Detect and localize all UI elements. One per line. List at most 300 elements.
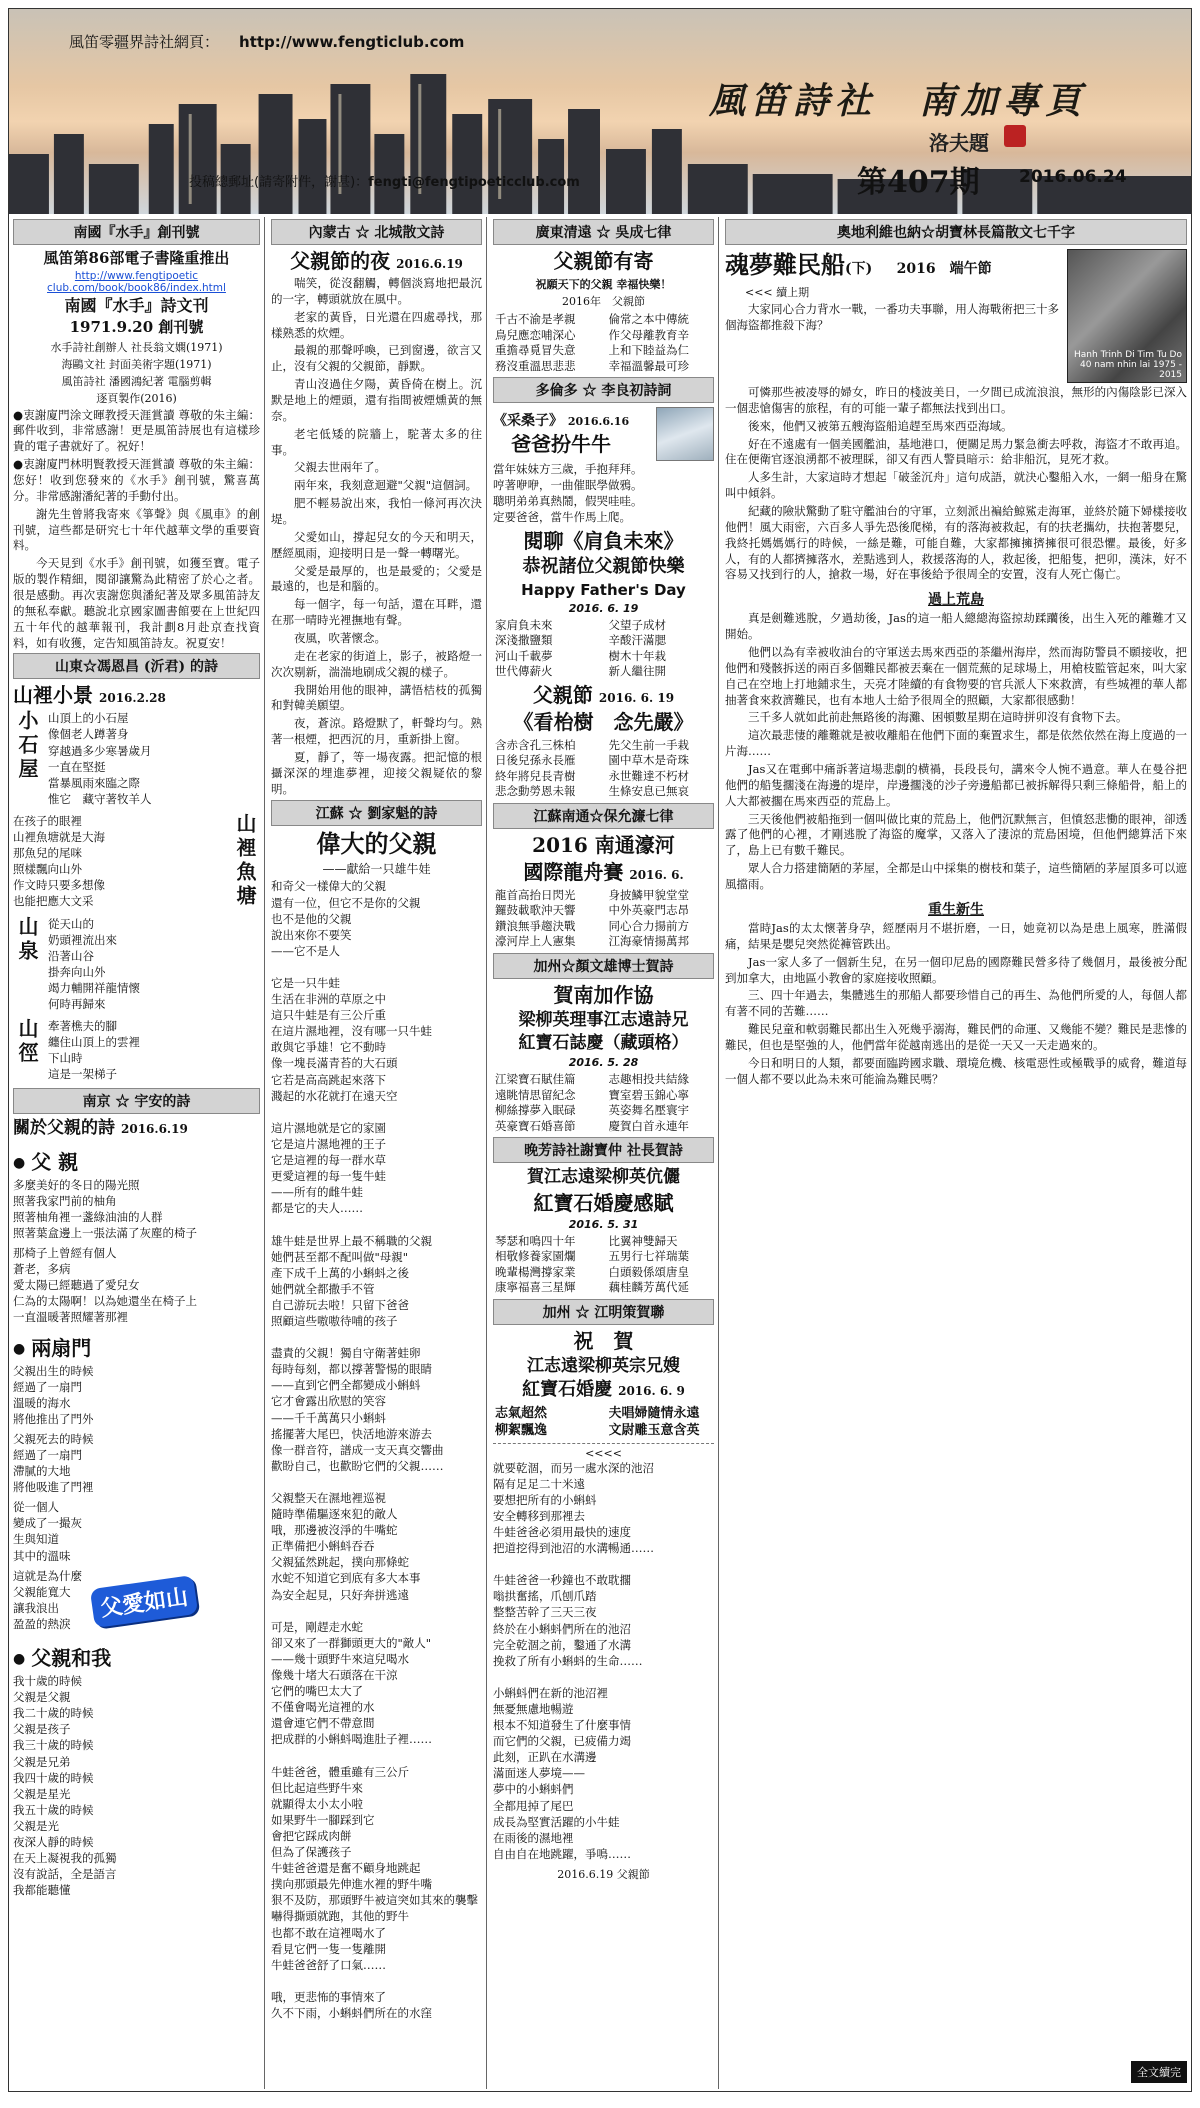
poem-line: 成長為堅實活躍的小牛蛙	[493, 1814, 620, 1829]
xie-title-2: 紅寶石婚慶感賦	[533, 1190, 674, 1215]
poem-line: 像一群音符，譜成一支天真交響曲	[271, 1442, 444, 1457]
poem-line: 把道挖得到池沼的水溝暢通……	[493, 1541, 654, 1556]
poem-line: 穿越過多少寒暑歲月	[48, 743, 152, 758]
verse-line: 新人繼往開	[608, 664, 666, 679]
poem-year: 2016年 父親節	[562, 295, 645, 308]
poem-line: 在孩子的眼裡	[13, 813, 82, 828]
poem-line: 它們的嘴巴太大了	[271, 1684, 363, 1699]
column-2	[267, 217, 487, 2089]
verse-line: 江梁寶石賦佳篇	[495, 1072, 576, 1087]
poem-line: 會把它踩成肉餅	[271, 1828, 352, 1843]
ebook-intro-title: 風笛第86部電子書隆重推出	[43, 249, 230, 267]
poem-line: 從一個人	[13, 1500, 59, 1515]
credit-line: 風笛詩社 潘國鴻紀著 電腦剪輯	[61, 374, 212, 388]
poem-line: 無憂無慮地暢遊	[493, 1702, 574, 1716]
fq-label-line	[493, 683, 714, 708]
fq-title: 《看枱樹 念先嚴》	[513, 709, 694, 734]
poem-title: 小石屋	[15, 710, 39, 783]
verse-grid	[495, 738, 712, 800]
poem-line: 還有一位，但它不是你的父親	[271, 895, 421, 910]
dragon-title-2-line	[493, 860, 714, 885]
newspaper-page	[8, 8, 1192, 2092]
poem-line: 將他推出了門外	[13, 1411, 94, 1426]
verse-line: 相敬修養家園爛	[495, 1249, 576, 1264]
poem-dedication: ——獻給一只雄牛娃	[322, 862, 431, 877]
refugee-boat-photo	[1067, 249, 1187, 383]
section-bar-bao: 江蘇南通☆保允濂七律	[493, 803, 714, 829]
verse-grid	[495, 1072, 712, 1134]
poem-line: 夢中的小蝌蚪們	[493, 1782, 574, 1797]
essay-paragraph: 夏，靜了，等一場夜露。把記憶的根攝深深的埋進夢裡，迎接父親疑依的黎明。	[271, 750, 482, 796]
scape-title: 山裡小景	[13, 683, 93, 708]
poem-stone-house	[13, 710, 260, 811]
poem-line: 她們甚至都不配叫做"母親"	[271, 1249, 409, 1264]
poem-body	[13, 813, 225, 910]
father-poems-date: 2016.6.19	[121, 1122, 188, 1137]
verse-line: 河山千載夢	[495, 648, 553, 663]
dragon-title: 2016 南通濠河	[532, 832, 675, 857]
father-poems-title-line	[13, 1118, 260, 1139]
continued-marker: <<<<	[585, 1446, 622, 1460]
poem-line: 它才會露出欣慰的笑容	[271, 1394, 386, 1409]
section-bar-sailor: 南國『水手』創刊號	[13, 219, 260, 245]
essay-paragraph: 父愛是最厚的，也是最愛的；父愛是最遠的，也是和腦的。	[271, 563, 482, 594]
poem-line: 雄牛蛙是世界上最不稱職的父親	[271, 1233, 432, 1248]
poem-line: 我五十歲的時候	[13, 1802, 94, 1817]
essay-paragraph: 這次最悲悽的離難就是被收離船在他們下面的棄置求生，都是依然依然在海上度過的一片海……	[725, 728, 1187, 759]
essay-head	[725, 249, 1187, 383]
essay-paragraph: 當時Jas的太太懷著身孕，經歷兩月不堪折磨，一日，她竟初以為是患上風寒，胜滿假痛，結果是嬰兒突然從褲管跌出。	[725, 920, 1187, 951]
poem-line: 山頂上的小石屋	[48, 711, 129, 726]
section-bar-xie: 晚芳詩社謝寶仲 社長賀詩	[493, 1137, 714, 1163]
poem-line: 將他吸進了門裡	[13, 1480, 94, 1495]
poem-line: 也不是他的父親	[271, 911, 352, 926]
verse-line: 五男行七祥瑞葉	[608, 1249, 689, 1264]
verse-line: 世代傳薪火	[495, 664, 553, 679]
verse-grid	[495, 312, 712, 374]
poem-line: 自己游玩去啦！只留下爸爸	[271, 1297, 409, 1312]
email-label: 投稿總郵址(請寄附件，謝甚)：	[189, 175, 369, 190]
subheading-island: 過上荒島	[928, 592, 984, 609]
verse-line: 樹木十年栽	[608, 648, 666, 663]
verse-line: 幸福溫馨最可珍	[608, 358, 689, 373]
poem-line	[271, 1329, 482, 1345]
essay-paragraph: Jas又在電郵中痛訴著這場悲劇的横禍，長段長句，講來令人惋不過意。華人在曼谷把他們的船隻擱淺在海邊的堤岸，岸邊擱淺的沙子旁邊船都已被拆解得只剩三條船骨，船上的人大都被擱在馬來西亞的荒島上。	[725, 762, 1187, 808]
essay-paragraph: 每一個字，每一句話，還在耳畔，還在那一晴時光裡撫地有聲。	[271, 597, 482, 628]
essay-paragraph: 父親去世兩年了。	[294, 460, 386, 475]
poem-line	[493, 1669, 714, 1685]
poem-line: 那魚兒的尾咪	[13, 846, 82, 861]
verse-line: 園中草木是奇珠	[608, 753, 689, 768]
poem-line: 這是一架梯子	[48, 1067, 117, 1082]
cai-header	[493, 407, 714, 461]
poem-line: 為安全起見，只好奔拼逃遠	[271, 1587, 409, 1602]
jm-date: 2016. 6. 9	[618, 1384, 685, 1398]
couplet-line: 志氣超然	[495, 1405, 548, 1421]
poem-line: 可是，剛趕走水蛇	[271, 1619, 363, 1634]
essay-paragraph: 他們以為有幸被收油台的守軍送去馬來西亞的茶繼州海岸，然而海防警員不願接收，把他們和殘骸拆送的兩百多個難民都被丟棄在一個荒蕪的足球場上，用槍枝監管起來，叫大家自己在空地上打地鋪求生，天亮才陸續的有食物要的官兵派人下來救濟，有些城裡的華人都抽著食來救濟難民，也有本地人士給予很周全的照顧，大家都很感動！	[725, 645, 1187, 707]
poem-line: 終於在小蝌蚪們所在的池沼	[493, 1621, 631, 1636]
yt-date: 2016. 6. 19	[568, 601, 639, 615]
poem-line: 這片濕地就是它的家園	[271, 1120, 386, 1135]
email-address[interactable]: fengti@fengtipoeticclub.com	[368, 175, 580, 190]
poem-line: 父親猛然跳起，撲向那條蛇	[271, 1555, 409, 1570]
poem-line: 照著我家門前的柚角	[13, 1193, 117, 1208]
poem-line: 父親死去的時候	[13, 1431, 94, 1446]
poem-line: 就要乾涸，而另一處水深的池沼	[493, 1460, 654, 1475]
essay-paragraph: 可憐那些被凌辱的婦女，昨日的棧波美日，一夕間已成流浪浪，無形的內傷陰影已深入一個悲愴傷害的旅程，有的可能一輩子都無法找到出口。	[725, 385, 1187, 415]
poem-line: 在天上凝視我的孤獨	[13, 1851, 117, 1866]
verse-line: 鑼鼓載歌沖天響	[495, 903, 576, 918]
poem-line: 哦，那邊被沒淨的牛嘴蛇	[271, 1523, 398, 1538]
dancer-photo	[656, 407, 714, 461]
essay-head-text	[725, 249, 1059, 383]
verse-line: 琴瑟和鳴四十年	[495, 1233, 576, 1248]
poem-line: 父親是星光	[13, 1786, 71, 1801]
section-bar-beicheng: 內蒙古 ☆ 北城散文詩	[271, 219, 482, 245]
divider	[493, 1443, 714, 1444]
poem-line: 就顯得太小太小啦	[271, 1796, 363, 1811]
poem-title-great-father: 偉大的父親	[316, 828, 437, 858]
poem-line: 牽著樵夫的腳	[48, 1019, 117, 1034]
poem-line: 像幾十堵大石頭落在干涼	[271, 1668, 398, 1683]
poem-line: 把成群的小蝌蚪喝進肚子裡……	[271, 1732, 432, 1747]
fq-label: 父親節	[532, 682, 593, 707]
reader-letter: ●衷謝廈門林明賢教授天涯賞讀 尊敬的朱主編：您好！收到您發來的《水手》創刊號，驚喜萬分。非常感謝潘紀著的手動付出。	[13, 457, 260, 503]
bullfrog-poem-body	[271, 878, 482, 2021]
verse-grid	[495, 1234, 712, 1296]
poem-title: 山裡魚塘	[233, 812, 257, 909]
essay-paragraph: 三千多人就如此前赴無路後的海灘、困頓數星期在這時拼卯沒有食物下去。	[748, 710, 1128, 725]
poem-line: 不僅會喝光這裡的水	[271, 1700, 375, 1715]
verse-line: 身披鱗甲貌堂堂	[608, 887, 689, 902]
jm-title-3-line	[493, 1379, 714, 1402]
poem-line: 要想把所有的小蝌蚪	[493, 1492, 597, 1507]
poem-line: 全都甩掉了尾巴	[493, 1798, 574, 1813]
issue-number: 第407期	[857, 165, 980, 200]
poem-line: 盡責的父親！獨自守衛著蛙卵	[271, 1346, 421, 1361]
poem-line: 下山時	[48, 1051, 83, 1066]
calligraphy-signature: 洛夫題	[929, 131, 989, 155]
poem-line: 滿面迷人夢境——	[493, 1766, 585, 1781]
poem-line: 我十歲的時候	[13, 1674, 82, 1689]
poem-line: 都是它的夫人……	[271, 1201, 363, 1216]
cai-date: 2016.6.16	[567, 414, 630, 428]
cai-text	[493, 410, 629, 459]
poem-line: 卻又來了一群獅頭更大的"敵人"	[271, 1635, 432, 1650]
essay-paragraph: 真是劍難逃脫，夕過劫後，Jas的這一船人總總海盜掠劫蹂躪後，出生入死的離難才又開始。	[725, 611, 1187, 642]
yt-subtitle: 恭祝諸位父親節快樂	[522, 556, 685, 578]
poem-body	[13, 1499, 260, 1563]
credit-line: 水手詩社創辦人 社長翁文嫻(1971)	[50, 340, 223, 354]
poem-line: 那椅子上曾經有個人	[13, 1246, 117, 1261]
poem-line: 我四十歲的時候	[13, 1770, 94, 1785]
verse-grid	[495, 618, 712, 680]
poem-heading-two-doors: ● 兩扇門	[13, 1332, 260, 1361]
poem-line: ——千千萬萬只小蝌蚪	[271, 1410, 386, 1425]
poem-line: 在這片濕地裡，沒有哪一只牛蛙	[271, 1024, 432, 1039]
verse-line: 父望子成材	[608, 617, 666, 632]
section-bar-feng: 山東☆馮恩昌 (沂君) 的詩	[13, 653, 260, 679]
poem-line: 生與知道	[13, 1532, 59, 1547]
book-title: 南國『水手』詩文刊	[64, 295, 209, 315]
verse-line: 上和下睦益為仁	[608, 343, 689, 358]
poem-fish-pond	[13, 813, 260, 914]
poem-line: 在雨後的濕地裡	[493, 1830, 574, 1845]
poem-line: 它是一只牛蛙	[271, 976, 340, 990]
yt-english: Happy Father's Day	[521, 580, 686, 599]
poem-line: 父親能寬大	[13, 1584, 71, 1599]
poem-line: 每時每刻，都以撐著警惕的眼睛	[271, 1362, 432, 1377]
poem-line: 父親整天在濕地裡巡視	[271, 1491, 386, 1505]
section-bar-li: 多倫多 ☆ 李良初詩詞	[493, 377, 714, 403]
poem-line: 父親是光	[13, 1818, 59, 1833]
xie-date: 2016. 5. 31	[568, 1217, 639, 1231]
poem-line: 其中的溫味	[13, 1548, 71, 1563]
essay-paragraph: 夜，蒼涼。路燈默了，軒聲均勻。熟著一根煙，把西沉的月，重新掛上窗。	[271, 716, 482, 747]
poem-line: 而它們的父親，已疲備力竭	[493, 1734, 631, 1749]
continued-date: 2016.6.19 父親節	[557, 1867, 650, 1881]
poem-line: 溫暖的海水	[13, 1395, 71, 1410]
poem-line: 牛蛙爸爸還是奮不顧身地跳起	[271, 1861, 421, 1876]
father-love-logo: 父愛如山	[90, 1575, 198, 1628]
verse-line: 千古不渝是孝親	[495, 312, 576, 326]
poem-line: 聰明弟弟真熱鬧，假哭哇哇。	[493, 494, 643, 509]
poem-body	[13, 1431, 260, 1495]
essay-paragraph: 走在老家的街道上，影子，被路燈一次次剔新，湍湍地刷成父親的樣子。	[271, 648, 482, 679]
verse-line: 日後兒孫永長雁	[495, 753, 576, 768]
verse-line: 鑽浪無爭趨決戰	[495, 918, 576, 933]
poem-line: 一直溫暖著照耀著那裡	[13, 1310, 128, 1325]
essay-paragraph: 老家的黃昏，日光還在四處尋找，那樣熟悉的炊煙。	[271, 309, 482, 340]
poem-line: 竭力輔開祥龍情懷	[48, 980, 140, 995]
masthead	[9, 9, 1191, 214]
poem-line: ——幾十頭野牛來這兒喝水	[271, 1651, 409, 1666]
essay-part: (下)	[845, 261, 873, 277]
continued-label: <<< 續上期	[745, 285, 810, 299]
yt-title: 閱聊《肩負未來》	[523, 529, 684, 554]
poem-line: 盈盈的熱淚	[13, 1616, 71, 1631]
poem-line: 愛太陽已經聽過了愛兒女	[13, 1278, 140, 1293]
poem-line: 父親出生的時候	[13, 1363, 94, 1378]
couplet-line: 夫唱婦隨情永遠	[608, 1405, 700, 1421]
poem-heading-father: ● 父 親	[13, 1146, 260, 1175]
essay-title-line	[725, 251, 1059, 280]
section-bar-wu: 廣東清遠 ☆ 吳成七律	[493, 219, 714, 245]
fq-date: 2016. 6. 19	[598, 690, 675, 705]
poem-line: 經過了一扇門	[13, 1379, 82, 1394]
essay-paragraph: 肥不輕易說出來，我怕一條河再次決堤。	[271, 496, 482, 527]
poem-line: ——它不是人	[271, 943, 340, 958]
reader-letter: ●衷謝廈門涂文暉教授天涯賞讀 尊敬的朱主編：郵件收到，非常感謝！更是風笛詩展也有這樣珍貴的電子書就好了。祝好！	[13, 407, 260, 454]
poem-line: 牛蛙爸爸舒了口氣……	[271, 1957, 386, 1972]
poem-line: 父親是父親	[13, 1690, 71, 1705]
column-3	[489, 217, 719, 2089]
essay-paragraph: 喘笑，從沒翻觸，轉個淡寫地把最沉的一字，轉頭就放在風中。	[271, 276, 482, 306]
site-url[interactable]: http://www.fengticlub.com	[239, 33, 465, 51]
ju-date: 2016. 5. 28	[568, 1056, 639, 1070]
poem-line: 當暴風雨來臨之際	[48, 775, 140, 790]
section-bar-liu: 江蘇 ☆ 劉家魁的詩	[271, 800, 482, 826]
essay-paragraph: 父愛如山，撐起兒女的今天和明天，歷經風雨，迎接明日是一聲一轉曙光。	[271, 529, 482, 560]
poem-line: 我都能聽懂	[13, 1883, 71, 1898]
poem-line: 看見它們一隻一隻離開	[271, 1941, 386, 1956]
column-4	[721, 217, 1191, 2089]
end-marker: 全文續完	[1131, 2061, 1187, 2083]
poem-line: 但比起這些野牛來	[271, 1780, 363, 1795]
poem-line: 狠不及防，那頭野牛被這突如其來的襲擊	[271, 1893, 478, 1908]
poem-line: 變成了一撮灰	[13, 1516, 82, 1531]
poem-line: 更愛這裡的每一隻牛蛙	[271, 1169, 386, 1184]
poem-line	[271, 1603, 482, 1619]
poem-spring	[13, 916, 260, 1017]
ju-title: 賀南加作協	[553, 982, 654, 1007]
poem-heading-father-and-me: ● 父親和我	[13, 1642, 260, 1671]
poem-line: 說出來你不要笑	[271, 927, 352, 942]
poem-line: 經過了一扇門	[13, 1448, 82, 1463]
poem-line: 牛蛙爸爸，體重雖有三公斤	[271, 1764, 409, 1779]
poem-line: 滯膩的大地	[13, 1464, 71, 1479]
poem-body	[48, 710, 260, 807]
verse-line: 志趣相投共結緣	[608, 1072, 689, 1087]
couplet	[495, 1405, 712, 1440]
subheading-rebirth: 重生新生	[928, 901, 984, 918]
poem-line: 沒有說話，全是語言	[13, 1867, 117, 1882]
verse-line: 慶賀白首永連年	[608, 1118, 689, 1133]
poem-line: 嗡拱奮搖，爪刨爪踏	[493, 1589, 597, 1604]
poem-line: ——直到它們全都變成小蝌蚪	[271, 1378, 421, 1393]
verse-line: 藕桂麟芳萬代延	[608, 1280, 689, 1295]
poem-line: 和奇父一樣偉大的父親	[271, 879, 386, 894]
essay-paragraph: 老宅低矮的院牆上，駝著太多的往事。	[271, 426, 482, 457]
cai-title: 爸爸扮牛牛	[511, 431, 612, 456]
poem-line: 這就是為什麼	[13, 1568, 82, 1583]
dragon-date: 2016. 6.	[629, 867, 684, 882]
scape-date: 2016.2.28	[99, 691, 166, 706]
section-bar-jiang: 加州 ☆ 江明策賀聯	[493, 1299, 714, 1325]
poem-line: 撲向那頭最先伸進水裡的野牛嘴	[271, 1877, 432, 1892]
poem-line: 隔有足足二十米遠	[493, 1476, 585, 1491]
poem-line: 牛蛙爸爸必須用最快的速度	[493, 1524, 631, 1539]
bullfrog-poem-continued	[493, 1460, 714, 1862]
ju-title-3: 紅寶石誌慶（藏頭格）	[518, 1033, 689, 1054]
verse-line: 辛酸汗滿腮	[608, 633, 666, 648]
poem-line: 牛蛙爸爸一秒鐘也不敢耽擱	[493, 1573, 631, 1588]
verse-line: 康寧福喜三星輝	[495, 1280, 576, 1295]
essay-paragraph: 我開始用他的眼神，講悟桔枝的孤獨和對韓美願望。	[271, 682, 482, 713]
poem-line: 完全乾涸之前，鑿通了水溝	[493, 1637, 631, 1652]
poem-line: 哼著咿咿，一曲催眠學做鴉。	[493, 478, 643, 493]
poem-line: 蒼老，多病	[13, 1262, 71, 1277]
ebook-link[interactable]: http://www.fengtipoetic club.com/book/book86/index.html	[47, 269, 226, 294]
book-date: 1971.9.20 創刊號	[69, 317, 204, 336]
poem-line: 奶頭裡流出來	[48, 932, 117, 947]
poem-line: 何時再歸來	[48, 996, 106, 1011]
poem-line: 父親是孩子	[13, 1722, 71, 1737]
poem-line: 山裡魚塘就是大海	[13, 830, 105, 845]
poem-line: 嚇得撕頭就跑，其他的野牛	[271, 1909, 409, 1924]
xie-title: 賀江志遠梁柳英伉儷	[527, 1167, 680, 1188]
poem-line: 照著柚角裡一盞綠油油的人群	[13, 1209, 163, 1224]
section-bar-hu: 奧地利維也納☆胡寶林長篇散文七千字	[725, 219, 1187, 245]
poem-line: 作文時只要多想像	[13, 878, 105, 893]
poem-body	[13, 1177, 260, 1241]
verse-grid	[495, 888, 712, 950]
poem-line	[493, 1556, 714, 1572]
essay-paragraph: 今日和明日的人類，都要面臨跨國求職、環境危機、核電惡性或極戰爭的威脅，難道每一個人都不要以此為未來可能淪為難民嗎？	[725, 1055, 1187, 1086]
poem-with-logo	[13, 1568, 260, 1636]
poem-body	[13, 1245, 260, 1325]
essay-paragraph: 眾人合力搭建簡陋的茅屋，全都是山中採集的樹枝和葉子，這些簡陋的茅屋頂多可以遮風擋雨。	[725, 861, 1187, 892]
poem-line: 還會連它們不帶意間	[271, 1716, 375, 1731]
essay-title-line	[271, 249, 482, 274]
poem-line: 也能把應大文采	[13, 894, 94, 909]
poem-line: 歡盼自己，也歡盼它們的父親……	[271, 1458, 444, 1473]
poem-line	[271, 1216, 482, 1232]
ju-title-2: 梁柳英理事江志遠詩兄	[518, 1009, 689, 1030]
poem-title: 山徑	[15, 1018, 39, 1067]
poem-line: 產下成千上萬的小蝌蚪之後	[271, 1265, 409, 1280]
poem-line: 照著葉盒邊上一張法滿了灰塵的椅子	[13, 1225, 197, 1240]
poem-line: 纏住山頂上的雲裡	[48, 1035, 140, 1050]
poem-line: 像個老人蹲著身	[48, 727, 129, 742]
verse-line: 悲念動勞恩未報	[495, 784, 576, 799]
reader-letter: 謝先生曾將我寄來《箏聲》與《風車》的創刊號，這些都是研究七十年代越華文學的重要資料。	[13, 506, 260, 553]
essay-paragraph: Jas一家人多了一個新生兒，在另一個印尼島的國際難民營多待了幾個月，最後被分配到加拿大，由地區小教會的家庭接收照顧。	[725, 954, 1187, 985]
section-bar-yuan: 南京 ☆ 宇安的詩	[13, 1088, 260, 1114]
poem-line: 父親是兄弟	[13, 1754, 71, 1769]
poem-line: 挽救了所有小蝌蚪的生命……	[493, 1653, 643, 1668]
verse-line: 生條安息已無哀	[608, 784, 689, 799]
verse-line: 倫常之本中傳統	[608, 312, 689, 326]
poem-line: 安全轉移到那裡去	[493, 1508, 585, 1523]
verse-line: 家肩負未來	[495, 617, 553, 632]
poem-line: 我二十歲的時候	[13, 1706, 94, 1721]
verse-line: 務沒重溫思悲悲	[495, 358, 576, 373]
scape-title-line	[13, 683, 260, 708]
poem-line: 像一塊長滿青苔的大石頭	[271, 1056, 398, 1071]
issue-date: 2016.06.24	[1019, 167, 1127, 187]
poem-line: 這只牛蛙是有三公斤重	[271, 1008, 386, 1023]
father-poems-title: 關於父親的詩	[13, 1118, 115, 1139]
jm-title-3: 紅寶石婚慶	[522, 1379, 613, 1400]
verse-line: 比翼神雙歸天	[608, 1233, 678, 1248]
cai-poem	[493, 461, 714, 525]
poem-line	[271, 1748, 482, 1764]
poem-line: 掛奔向山外	[48, 964, 106, 979]
poem-line	[271, 1973, 482, 1989]
verse-line: 遠眺情思留紀念	[495, 1087, 576, 1102]
poem-line: 它是這片濕地裡的王子	[271, 1136, 386, 1151]
essay-paragraph: 大家同心合力背水一戰，一番功夫事聯，用人海戰術把三十多個海盜都推殺下海？	[725, 301, 1059, 332]
essay-paragraph: 好在不遠處有一個美國艦油，基地港口，便關足馬力緊急衝去呼救，海盜才不敢再追。住在便衛官逐浪湧都不被理睬，卻又有西人警員暗示：給非船沉，見死才救。	[725, 436, 1187, 467]
essay-date: 2016 端午節	[896, 261, 992, 277]
poem-path	[13, 1018, 260, 1086]
jm-title: 祝 賀	[573, 1328, 634, 1353]
verse-line: 深淺撒鹽類	[495, 633, 553, 648]
verse-line: 柳絲撐夢入眠碌	[495, 1103, 576, 1118]
verse-line: 同心合力揚前方	[608, 918, 689, 933]
poem-line: ——所有的雌牛蛙	[271, 1185, 363, 1200]
essay-date: 2016.6.19	[396, 257, 463, 271]
poem-line: 惟它 藏守著牧羊人	[48, 791, 152, 806]
credit-line: 海鷗文社 封面美術字題(1971)	[61, 357, 212, 371]
poem-line	[271, 1474, 482, 1490]
verse-line: 終年將兒長青樹	[495, 768, 576, 783]
poem-line: 也都不敢在這裡喝水了	[271, 1925, 386, 1940]
poem-line: 小蝌蚪們在新的池沼裡	[493, 1685, 608, 1700]
verse-line: 晚輩楊灣撐家業	[495, 1264, 576, 1279]
